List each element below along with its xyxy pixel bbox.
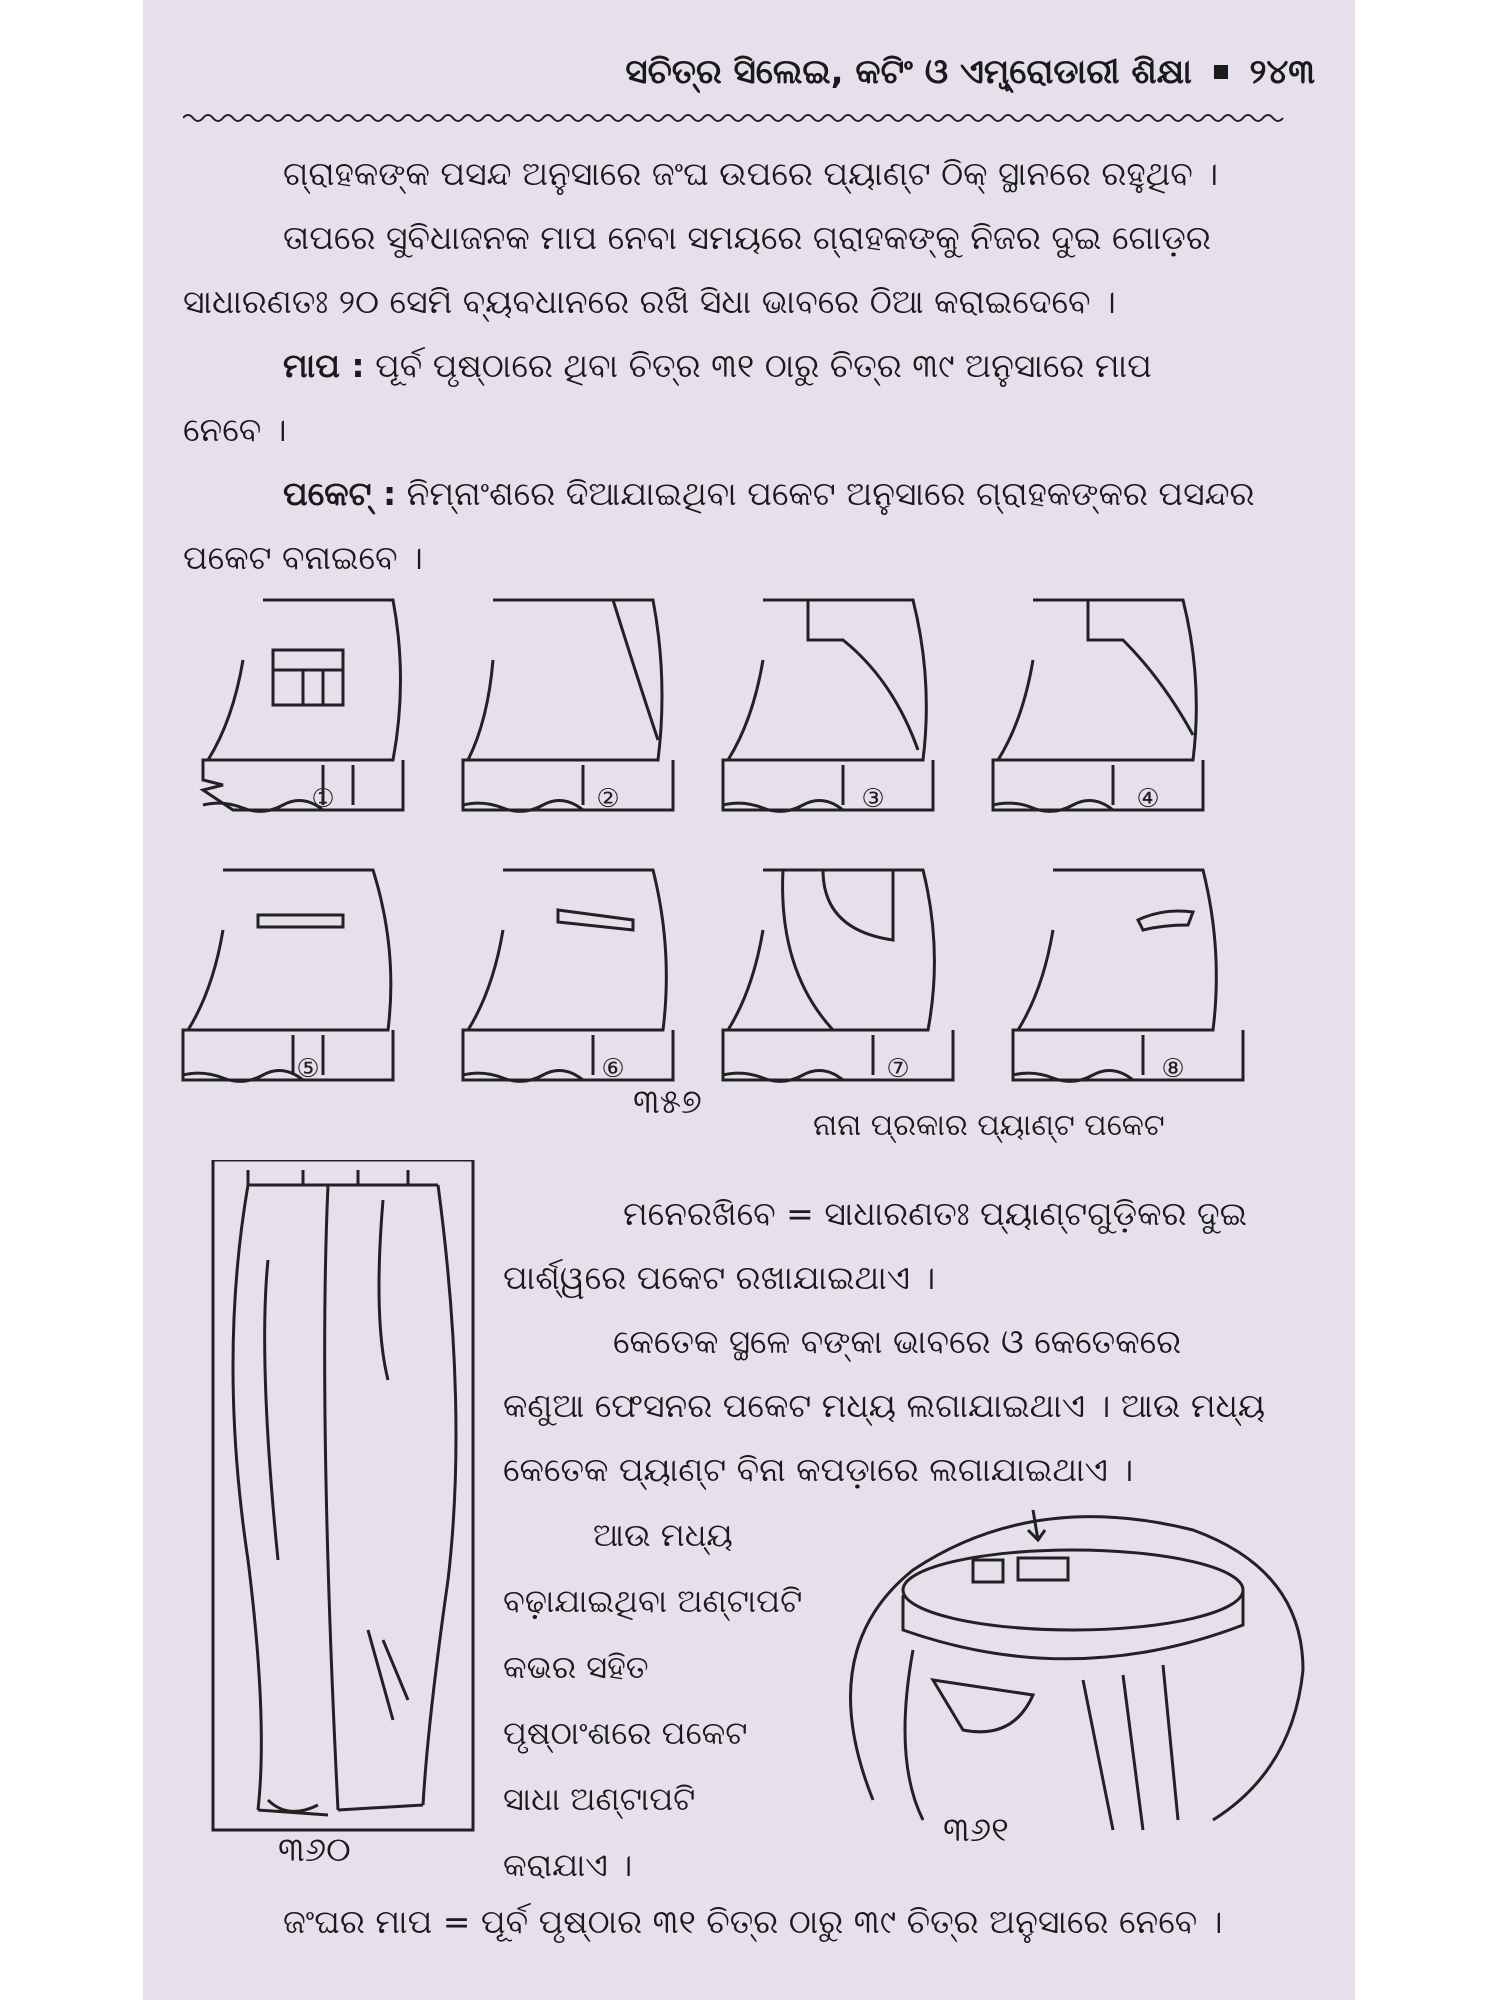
waistband-figure xyxy=(833,1500,1313,1860)
pocket-number-7: ⑦ xyxy=(886,1054,910,1084)
intro-line-1: ଗ୍ରାହକଙ୍କ ପସନ୍ଦ ଅନୁସାରେ ଜଂଘ ଉପରେ ପ୍ୟାଣ୍ଟ ଠିକ୍ ସ୍ଥାନରେ ରହୁଥିବ । xyxy=(283,154,1219,193)
measure-line-2: ନେବେ । xyxy=(183,410,287,449)
remember-line-2: ପାର୍ଶ୍ୱରେ ପକେଟ ରଖାଯାଇଥାଏ । xyxy=(503,1258,936,1297)
pocket-sketch-5 xyxy=(183,870,393,1081)
side-line-2: ବଢ଼ାଯାଇଥିବା ଅଣ୍ଟାପଟି xyxy=(503,1582,803,1620)
pocket-sketch-1 xyxy=(203,600,403,811)
side-line-3: କଭର ସହିତ xyxy=(503,1648,649,1686)
remember-line-3: କେତେକ ସ୍ଥଳେ ବଙ୍କା ଭାବରେ ଓ କେତେକରେ xyxy=(613,1322,1182,1361)
page-header xyxy=(625,52,1315,92)
figure-361-label: ୩୬୧ xyxy=(943,1810,1009,1850)
pocket-sketch-4 xyxy=(993,600,1203,811)
side-line-1: ଆଉ ମଧ୍ୟ xyxy=(593,1516,733,1554)
intro-line-2: ତାପରେ ସୁବିଧାଜନକ ମାପ ନେବା ସମୟରେ ଗ୍ରାହକଙ୍କୁ ନିଜର ଦୁଇ ଗୋଡ଼ର xyxy=(283,218,1211,257)
pocket-line-1 xyxy=(183,462,1355,526)
waistband-paragraph xyxy=(503,1502,823,1898)
pocket-figures xyxy=(163,590,1343,1150)
pocket-label: ପକେଟ୍ : xyxy=(283,474,397,513)
figure-360-label: ୩୬୦ xyxy=(278,1830,351,1870)
book-page xyxy=(143,0,1355,2000)
pocket-text: ନିମ୍ନାଂଶରେ ଦିଆଯାଇଥିବା ପକେଟ ଅନୁସାରେ ଗ୍ରାହକଙ୍କର ପସନ୍ଦର xyxy=(406,474,1255,513)
pocket-number-6: ⑥ xyxy=(601,1054,625,1084)
pocket-line-2: ପକେଟ ବନାଇବେ । xyxy=(183,538,423,577)
figure-357-label: ୩୫୭ xyxy=(633,1082,702,1122)
pocket-sketch-8 xyxy=(1013,870,1243,1081)
pocket-caption: ନାନା ପ୍ରକାର ପ୍ୟାଣ୍ଟ ପକେଟ xyxy=(813,1108,1165,1143)
pocket-number-8: ⑧ xyxy=(1161,1054,1185,1084)
pocket-sketch-7 xyxy=(723,870,953,1081)
pocket-number-1: ① xyxy=(311,784,335,814)
square-bullet-icon xyxy=(1214,65,1228,79)
pocket-sketch-2 xyxy=(463,600,673,811)
pocket-number-4: ④ xyxy=(1136,784,1160,814)
pocket-sketch-6 xyxy=(463,870,673,1081)
footer-line: ଜଂଘର ମାପ = ପୂର୍ବ ପୃଷ୍ଠାର ୩୧ ଚିତ୍ର ଠାରୁ ୩୯ ଚିତ୍ର ଅନୁସାରେ ନେବେ । xyxy=(283,1902,1223,1941)
measure-line-1 xyxy=(183,334,1355,398)
page-number: ୨୪୩ xyxy=(1249,52,1315,92)
remember-paragraph xyxy=(503,1182,1303,1502)
pocket-sketch-3 xyxy=(723,600,933,811)
remember-line-5: କେତେକ ପ୍ୟାଣ୍ଟ ବିନା କପଡ଼ାରେ ଲଗାଯାଇଥାଏ । xyxy=(503,1450,1134,1489)
measure-text: ପୂର୍ବ ପୃଷ୍ଠାରେ ଥିବା ଚିତ୍ର ୩୧ ଠାରୁ ଚିତ୍ର ୩୯ ଅନୁସାରେ ମାପ xyxy=(375,346,1152,385)
pocket-number-3: ③ xyxy=(861,784,885,814)
side-line-6: କରାଯାଏ । xyxy=(503,1846,633,1884)
header-title: ସଚିତ୍ର ସିଲେଇ, କଟିଂ ଓ ଏମ୍ବ୍ରୋଡାରୀ ଶିକ୍ଷା xyxy=(625,52,1192,92)
side-line-4: ପୃଷ୍ଠାଂଶରେ ପକେଟ xyxy=(503,1714,748,1752)
header-wavy-rule xyxy=(183,110,1313,126)
measure-label: ମାପ : xyxy=(283,346,365,385)
pocket-number-2: ② xyxy=(596,784,620,814)
remember-line-4: କଣୁଆ ଫେସନର ପକେଟ ମଧ୍ୟ ଲଗାଯାଇଥାଏ । ଆଉ ମଧ୍ୟ xyxy=(503,1386,1266,1425)
trouser-figure xyxy=(208,1160,478,1840)
pocket-number-5: ⑤ xyxy=(296,1054,320,1084)
side-line-5: ସାଧା ଅଣ୍ଟାପଟି xyxy=(503,1780,696,1818)
intro-line-3: ସାଧାରଣତଃ ୨୦ ସେମି ବ୍ୟବଧାନରେ ରଖି ସିଧା ଭାବରେ ଠିଆ କରାଇଦେବେ । xyxy=(183,282,1116,321)
remember-line-1: ମନେରଖିବେ = ସାଧାରଣତଃ ପ୍ୟାଣ୍ଟଗୁଡ଼ିକର ଦୁଇ xyxy=(623,1194,1248,1233)
